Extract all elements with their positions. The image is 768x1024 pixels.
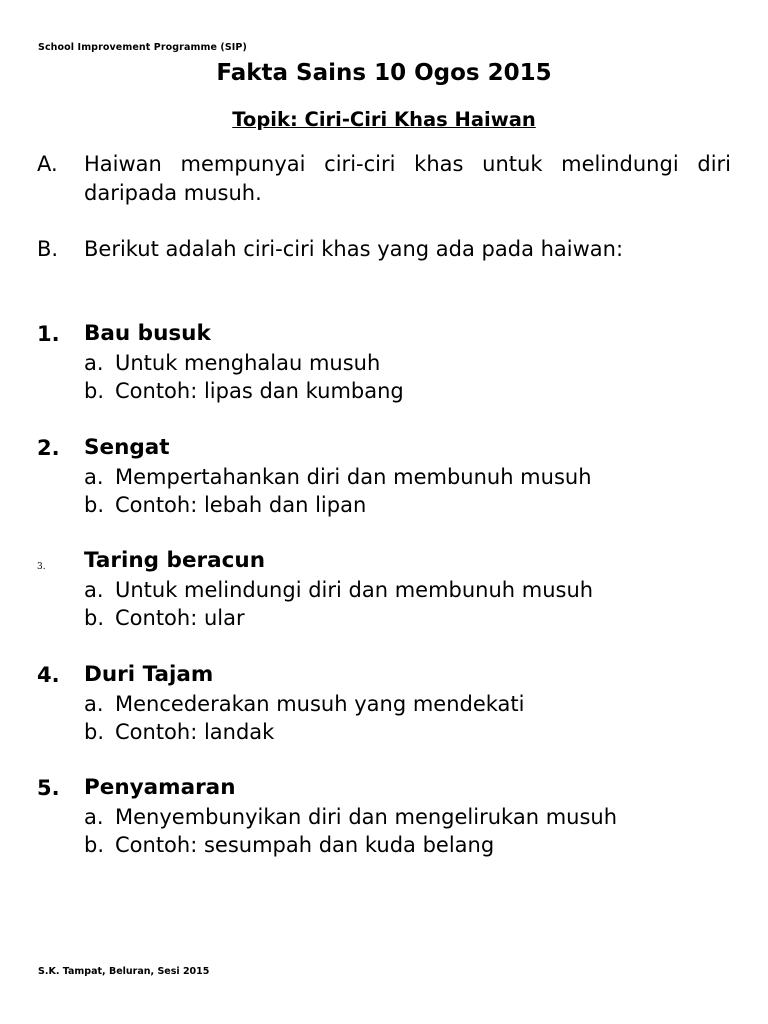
section-penyamaran xyxy=(37,774,731,860)
list-item xyxy=(84,377,731,406)
paragraph-b xyxy=(37,235,731,264)
paragraph-text: Berikut adalah ciri-ciri khas yang ada pada haiwan: xyxy=(84,237,624,261)
list-item xyxy=(84,718,731,747)
section-duri-tajam xyxy=(37,661,731,747)
item-text: Contoh: lipas dan kumbang xyxy=(115,379,404,403)
item-text: Contoh: sesumpah dan kuda belang xyxy=(115,833,495,857)
section-number: 1. xyxy=(37,322,60,346)
list-item xyxy=(84,690,731,719)
item-text: Contoh: landak xyxy=(115,720,275,744)
paragraph-marker: B. xyxy=(37,237,59,261)
section-sengat xyxy=(37,434,731,520)
item-letter: b. xyxy=(84,493,105,517)
item-text: Contoh: ular xyxy=(115,606,245,630)
list-item xyxy=(84,463,731,492)
section-number: 5. xyxy=(37,776,60,800)
list-item xyxy=(84,604,731,633)
topic-heading: Topik: Ciri-Ciri Khas Haiwan xyxy=(232,108,536,131)
paragraph-a xyxy=(37,150,731,208)
document-header: School Improvement Programme (SIP) xyxy=(38,42,247,53)
item-letter: a. xyxy=(84,464,104,489)
section-number: 2. xyxy=(37,436,60,460)
section-heading: Bau busuk xyxy=(84,321,211,346)
item-letter: b. xyxy=(84,379,105,403)
paragraph-text: Haiwan mempunyai ciri-ciri khas untuk melindungi diri daripada musuh. xyxy=(84,152,731,205)
item-text: Mencederakan musuh yang mendekati xyxy=(115,691,525,716)
item-letter: a. xyxy=(84,691,104,716)
item-text: Menyembunyikan diri dan mengelirukan musuh xyxy=(115,804,618,829)
section-heading: Penyamaran xyxy=(84,775,236,800)
list-item xyxy=(84,803,731,832)
item-letter: a. xyxy=(84,350,104,375)
page-title: Fakta Sains 10 Ogos 2015 xyxy=(216,60,552,86)
item-letter: b. xyxy=(84,833,105,857)
document-footer: S.K. Tampat, Beluran, Sesi 2015 xyxy=(38,966,210,977)
section-bau-busuk xyxy=(37,320,731,406)
item-letter: a. xyxy=(84,577,104,602)
list-item xyxy=(84,349,731,378)
paragraph-marker: A. xyxy=(37,152,58,176)
list-item xyxy=(84,491,731,520)
section-heading: Duri Tajam xyxy=(84,662,214,687)
item-letter: b. xyxy=(84,606,105,630)
item-letter: a. xyxy=(84,804,104,829)
section-number: 3. xyxy=(37,562,46,572)
section-heading: Sengat xyxy=(84,435,170,460)
section-heading: Taring beracun xyxy=(84,548,265,573)
item-text: Contoh: lebah dan lipan xyxy=(115,493,367,517)
item-letter: b. xyxy=(84,720,105,744)
section-taring-beracun xyxy=(37,547,731,633)
item-text: Untuk menghalau musuh xyxy=(115,350,381,375)
item-text: Mempertahankan diri dan membunuh musuh xyxy=(115,464,592,489)
list-item xyxy=(84,576,731,605)
list-item xyxy=(84,831,731,860)
section-number: 4. xyxy=(37,663,60,687)
item-text: Untuk melindungi diri dan membunuh musuh xyxy=(115,577,594,602)
